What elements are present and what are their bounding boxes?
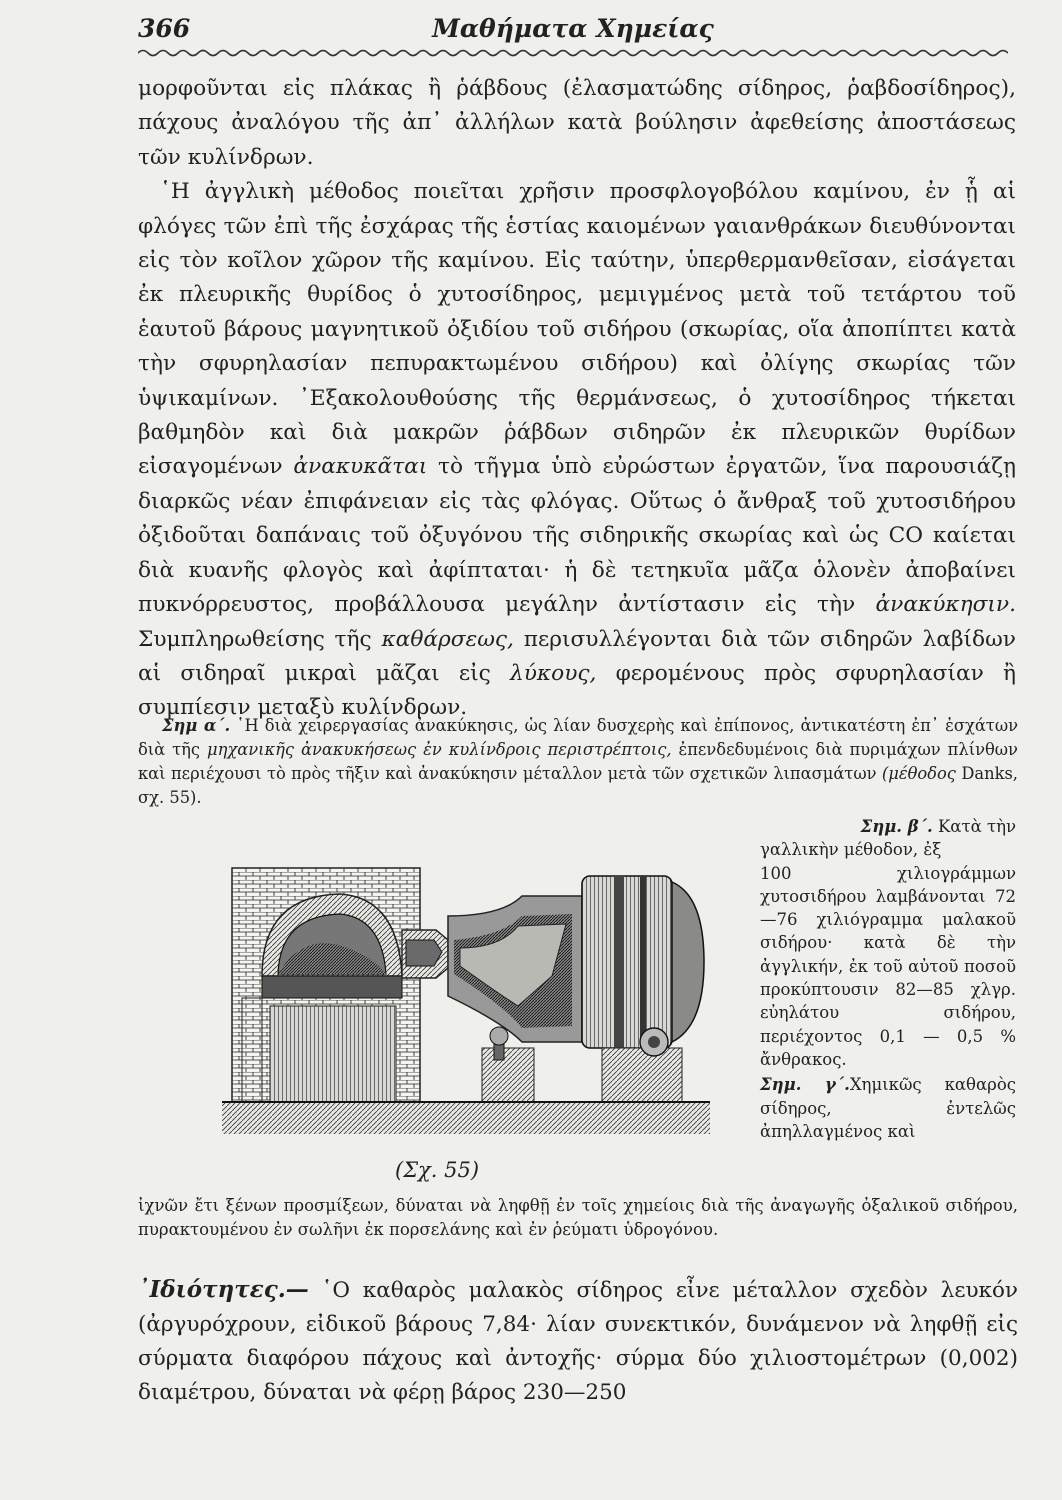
note-c-side-text: Χημικῶς καθαρὸς σίδηρος, ἐντελῶς ἀπηλλαγμένος καὶ [760, 1075, 1016, 1141]
paragraph-english-method [138, 175, 1016, 726]
main-text [138, 72, 1016, 726]
term-katharseos: καθάρσεως, [381, 626, 514, 652]
note-a-italic-1: μηχανικῆς ἀνακυκήσεως ἐν κυλίνδροις περιστρέπτοις, [207, 740, 672, 759]
note-b-line-3: 100 χιλιογράμμων χυτοσιδήρου λαμβάνονται 72—76 χιλιόγραμμα μαλακοῦ σιδήρου· κατὰ δὲ τὴν ἀγγλικήν, ἐκ τοῦ αὐτοῦ ποσοῦ προκύπτουσιν 82—85 χλγρ. εὐηλάτου σιδήρου, περιέχοντος 0,1 — 0,5 % ἄνθρακος. [760, 863, 1016, 1069]
note-b [760, 815, 1016, 1143]
note-b-label: Σημ. β΄. [860, 817, 933, 836]
note-c-label: Σημ. γ΄. [760, 1075, 850, 1095]
english-method-text-2: τὸ τῆγμα ὑπὸ εὐρώστων ἐργατῶν, ἵνα παρουσιάζῃ διαρκῶς νέαν ἐπιφάνειαν εἰς τὰς φλόγας. Οὕτως ὁ ἄνθραξ τοῦ χυτοσιδήρου ὀξιδοῦται δαπάναις τοῦ ὀξυγόνου τῆς σιδηρικῆς σκωρίας καὶ ὡς CO καίεται διὰ κυανῆς φλογὸς καὶ ἀφίπταται· ἡ δὲ τετηκυῖα μᾶζα ὁλονὲν ἀποβαίνει πυκνόρρευστος, προβάλλουσα μεγάλην ἀντίστασιν εἰς τὴν [138, 454, 1016, 618]
paragraph-rolling: μορφοῦνται εἰς πλάκας ἢ ῥάβδους (ἐλασματώδης σίδηρος, ῥαβδοσίδηρος), πάχους ἀναλόγου τῆς ἀπ᾽ ἀλλήλων κατὰ βούλησιν ἀφεθείσης ἀποστάσεως τῶν κυλίνδρων. [138, 76, 1016, 170]
properties-text: ῾Ο καθαρὸς μαλακὸς σίδηρος εἶνε μέταλλον σχεδὸν λευκόν (ἀργυρόχρουν, εἰδικοῦ βάρους 7,84· λίαν συνεκτικόν, δυνάμενον νὰ ληφθῇ εἰς σύρματα διαφόρου πάχους καὶ ἀντοχῆς· σύρμα δύο χιλιοστομέτρων (0,002) διαμέτρου, δύναται νὰ φέρῃ βάρος 230—250 [138, 1278, 1018, 1405]
note-b-first-line [760, 815, 1016, 838]
note-a-label: Σημ α΄. [162, 716, 231, 735]
note-c-continuation: ἰχνῶν ἔτι ξένων προσμίξεων, δύναται νὰ ληφθῇ ἐν τοῖς χημείοις διὰ τῆς ἀναγωγῆς ὀξαλικοῦ σιδήρου, πυρακτουμένου ἐν σωλῆνι ἐκ πορσελάνης καὶ ἐν ῥεύματι ὑδρογόνου. [138, 1196, 1018, 1239]
english-method-text-4: περισυλλέγονται διὰ τῶν σιδηρῶν λαβίδων αἱ σιδηραῖ μικραὶ μᾶζαι εἰς [138, 626, 1016, 686]
page-header [138, 14, 1008, 48]
note-a-text-2: ἐπενδεδυμένοις διὰ πυριμάχων πλίνθων καὶ περιέχουσι τὸ πρὸς τῆξιν καὶ ἀνακύκησιν μέταλλον μετὰ τῶν σχετικῶν λιπασμάτων [138, 740, 1018, 783]
note-b-line-1: Κατὰ τὴν [937, 817, 1016, 836]
figure-caption: (Σχ. 55) [395, 1158, 480, 1182]
header-wavy-rule [138, 46, 1008, 60]
term-lykous: λύκους, [509, 660, 597, 686]
properties-heading: ᾿Ιδιότητες.— [138, 1276, 309, 1303]
page-number: 366 [138, 14, 191, 43]
english-method-text-5: φερομένους πρὸς σφυρηλασίαν ἢ συμπίεσιν μεταξὺ κυλίνδρων. [138, 660, 1016, 721]
note-c-side [760, 1073, 1016, 1143]
term-anakykatai: ἀνακυκᾶται [293, 454, 428, 480]
note-a-italic-2: (μέθοδος [881, 764, 956, 783]
term-anakykesin: ἀνακύκησιν. [875, 592, 1016, 618]
properties-section [138, 1273, 1018, 1410]
note-a-text-1: ῾Η διὰ χειρεργασίας ἀνακύκησις, ὡς λίαν δυσχερὴς καὶ ἐπίπονος, ἀντικατέστη ἐπ᾽ ἐσχάτων διὰ τῆς [138, 716, 1018, 759]
danks-furnace-illustration [222, 856, 710, 1134]
english-method-text-3: Συμπληρωθείσης τῆς [138, 626, 372, 652]
note-a-text-3: Danks, σχ. 55). [138, 764, 1018, 807]
running-title: Μαθήματα Χημείας [432, 14, 714, 43]
english-method-text-1: ῾Η ἀγγλικὴ μέθοδος ποιεῖται χρῆσιν προσφλογοβόλου καμίνου, ἐν ᾗ αἱ φλόγες τῶν ἐπὶ τῆς ἐσχάρας τῆς ἑστίας καιομένων γαιανθράκων διευθύνονται εἰς τὸν κοῖλον χῶρον τῆς καμίνου. Εἰς ταύτην, ὑπερθερμανθεῖσαν, εἰσάγεται ἐκ πλευρικῆς θυρίδος ὁ χυτοσίδηρος, μεμιγμένος μετὰ τοῦ τετάρτου τοῦ ἑαυτοῦ βάρους μαγνητικοῦ ὀξιδίου τοῦ σιδήρου (σκωρίας, οἵα ἀποπίπτει κατὰ τὴν σφυρηλασίαν πεπυρακτωμένου σιδήρου) καὶ ὀλίγης σκωρίας τῶν ὑψικαμίνων. ᾿Εξακολουθούσης τῆς θερμάνσεως, ὁ χυτοσίδηρος τήκεται βαθμηδὸν καὶ διὰ μακρῶν ῥάβδων σιδηρῶν ἐκ πλευρικῶν θυρίδων εἰσαγομένων [138, 179, 1016, 480]
note-b-line-2: γαλλικὴν μέθοδον, ἐξ [760, 840, 942, 860]
note-a [138, 714, 1018, 810]
